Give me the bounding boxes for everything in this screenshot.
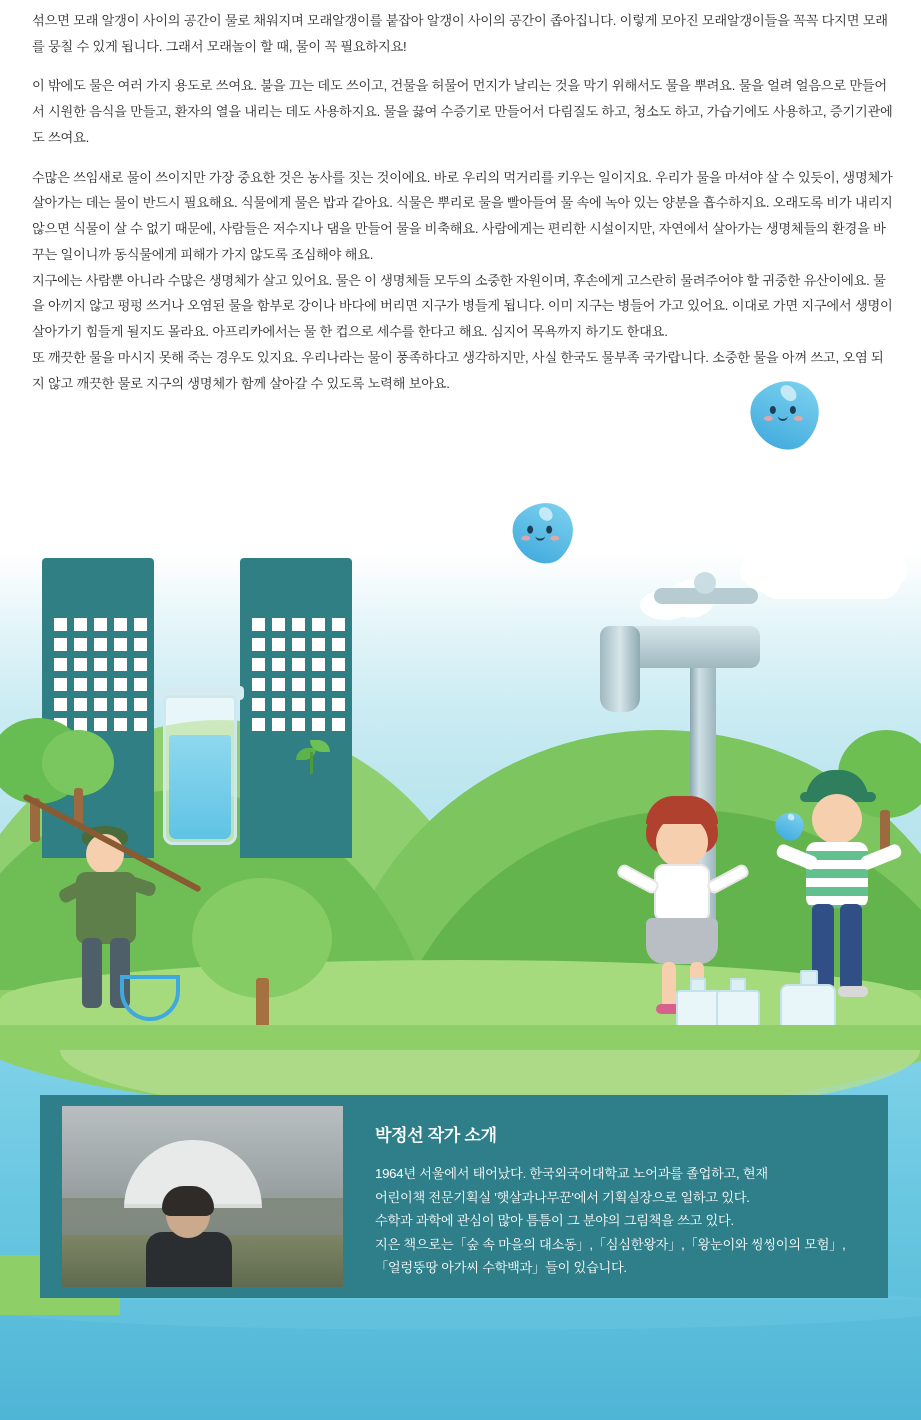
faucet-knob xyxy=(694,572,716,594)
bottom-water-band xyxy=(0,1300,921,1420)
water-jar xyxy=(163,695,237,845)
author-bio-line-1: 1964년 서울에서 태어났다. 한국외국어대학교 노어과를 졸업하고, 현재 xyxy=(375,1166,768,1181)
author-hair xyxy=(162,1186,214,1216)
building-right xyxy=(240,558,352,858)
author-box-title: 박정선 작가 소개 xyxy=(375,1126,497,1145)
paragraph-2: 이 밖에도 물은 여러 가지 용도로 쓰여요. 불을 끄는 데도 쓰이고, 건물을 허물어 먼지가 날리는 것을 막기 위해서도 물을 뿌려요. 물을 얼려 얼음으로 만들어서 시원한 음식을 만들고, 환자의 열을 내리는 데도 사용하지요. 물을 끓여 수증기로 만들어서 다림질도 하고, 청소도 하고, 가습기에도 사용하고, 증기기관에도 쓰여요. xyxy=(32,78,893,145)
author-bio-line-5: 「얼렁뚱땅 아가씨 수학백과」들이 있습니다. xyxy=(375,1260,627,1275)
water-jar-fill xyxy=(169,735,231,839)
author-body xyxy=(146,1232,232,1287)
author-bio-line-2: 어린이책 전문기획실 '햇살과나무꾼'에서 기획실장으로 일하고 있다. xyxy=(375,1189,750,1205)
paragraph-4: 지구에는 사람뿐 아니라 수많은 생명체가 살고 있어요. 물은 이 생명체들 모두의 소중한 자원이며, 후손에게 고스란히 물려주어야 할 귀중한 유산이에요. 물을 아끼지 않고 펑펑 쓰거나 오염된 물을 함부로 강이나 바다에 버리면 지구가 병들게 됩니다. 이미 지구는 병들어 가고 있어요. 이대로 가면 지구에서 생명이 살아가기 힘들게 될지도 몰라요. 아프리카에서는 물 한 컵으로 세수를 한다고 해요. 심지어 목욕까지 하기도 한대요. xyxy=(32,272,893,340)
faucet-spout xyxy=(600,626,640,712)
author-bio-line-4: 지은 책으로는「숲 속 마을의 대소동」,「심심한왕자」,「왕눈이와 씽씽이의 모험」, xyxy=(375,1236,846,1252)
paragraph-3: 수많은 쓰임새로 물이 쓰이지만 가장 중요한 것은 농사를 짓는 것이에요. 바로 우리의 먹거리를 키우는 일이지요. 우리가 물을 마셔야 살 수 있듯이, 생명체가 살아가는 데는 물이 반드시 필요해요. 식물에게 물은 밥과 같아요. 식물은 뿌리로 물을 빨아들여 물 속에 녹아 있는 양분을 흡수하지요. 오래도록 비가 내리지 않으면 식물이 살 수 없기 때문에, 사람들은 저수지나 댐을 만들어 물을 비축해요. 사람에게는 편리한 시설이지만, 자연에서 살아가는 생명체들의 환경을 바꾸는 일이니까 동식물에게 피해가 가지 않도록 조심해야 해요. xyxy=(32,169,893,262)
author-profile-box xyxy=(40,1095,888,1298)
author-bio-line-3: 수학과 과학에 관심이 많아 틈틈이 그 분야의 그림책을 쓰고 있다. xyxy=(375,1213,734,1228)
author-photo xyxy=(62,1106,343,1287)
paragraph-1: 섞으면 모래 알갱이 사이의 공간이 물로 채워지며 모래알갱이를 붙잡아 알갱이 사이의 공간이 좁아집니다. 이렇게 모아진 모래알갱이들을 꼭꼭 다지면 모래를 뭉칠 수 있게 됩니다. 그래서 모래놀이 할 때, 물이 꼭 필요하지요! xyxy=(32,13,888,54)
author-info xyxy=(375,1121,846,1280)
article-body xyxy=(32,8,894,396)
paragraph-5: 또 깨끗한 물을 마시지 못해 죽는 경우도 있지요. 우리나라는 물이 풍족하다고 생각하지만, 사실 한국도 물부족 국가랍니다. 소중한 물을 아껴 쓰고, 오염 되지 않고 깨끗한 물로 지구의 생명체가 함께 살아갈 수 있도록 노력해 보아요. xyxy=(32,349,884,391)
